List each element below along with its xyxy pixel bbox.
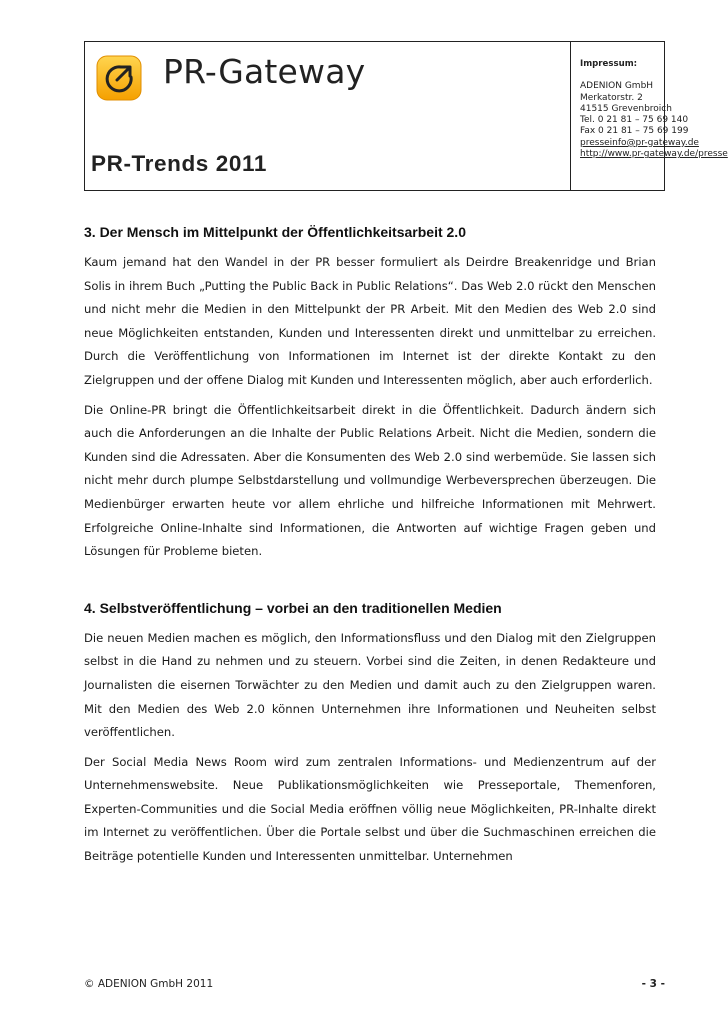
impressum-title: Impressum:: [580, 59, 638, 69]
impressum-email-link[interactable]: presseinfo@pr-gateway.de: [580, 137, 699, 148]
section-4-heading: 4. Selbstveröffentlichung – vorbei an den traditionellen Medien: [84, 599, 502, 616]
impressum-company: ADENION GmbH: [580, 81, 654, 92]
impressum-website-link[interactable]: http://www.pr-gateway.de/presse: [580, 149, 728, 160]
header-box: [84, 41, 728, 191]
section-3-paragraph-2: Die Online-PR bringt die Öffentlichkeitsarbeit direkt in die Öffentlichkeit. Dadurch ändern sich auch die Anforderungen an die Inhalte der Public Relations Arbeit. Nicht die Medien, sondern die Kunden sind die Adressaten. Aber die Konsumenten des Web 2.0 sind werbemüde. Sie lassen sich nicht mehr durch plumpe Selbstdarstellung und vollmundige Werbeversprechen überzeugen. Die Medienbürger erwarten heute vor allem ehrliche und hilfreiche Informationen mit Mehrwert. Erfolgreiche Online-Inhalte sind Informationen, die Antworten auf wichtige Fragen geben und Lösungen für Probleme bieten.: [84, 402, 656, 559]
impressum-fax: Fax 0 21 81 – 75 69 199: [580, 126, 689, 137]
header-divider: [570, 42, 571, 190]
main-content: [84, 224, 656, 875]
impressum-street: Merkatorstr. 2: [580, 92, 643, 103]
section-4-paragraph-1: Die neuen Medien machen es möglich, den Informationsfluss und den Dialog mit den Zielgruppen selbst in die Hand zu nehmen und zu steuern. Vorbei sind die Zeiten, in denen Redakteure und Journalisten die eisernen Torwächter zu den Medien und damit auch zu den Zielgruppen waren. Mit den Medien des Web 2.0 können Unternehmen ihre Informationen und Neuheiten selbst veröffentlichen.: [84, 630, 656, 740]
impressum-city: 41515 Grevenbroich: [580, 103, 672, 114]
footer-page-number: - 3 -: [641, 978, 665, 990]
footer-copyright: © ADENION GmbH 2011: [84, 978, 214, 990]
document-subtitle: PR-Trends 2011: [91, 151, 267, 176]
logo-text: PR-Gateway: [163, 52, 366, 91]
section-4-paragraph-2: Der Social Media News Room wird zum zentralen Informations- und Medienzentrum auf der Unternehmenswebsite. Neue Publikationsmöglichkeiten wie Presseportale, Themenforen, Experten-Communities und die Social Media eröffnen völlig neue Möglichkeiten, PR-Inhalte direkt im Internet zu veröffentlichen. Über die Portale selbst und über die Suchmaschinen erreichen die Beiträge potentielle Kunden und Interessenten unmittelbar. Unternehmen: [84, 754, 656, 864]
section-gap: [84, 570, 656, 600]
impressum-block: [580, 59, 728, 160]
section-3-paragraph-1: Kaum jemand hat den Wandel in der PR besser formuliert als Deirdre Breakenridge und Brian Solis in ihrem Buch „Putting the Public Back in Public Relations“. Das Web 2.0 rückt den Menschen und nicht mehr die Medien in den Mittelpunkt der PR Arbeit. Mit den Medien des Web 2.0 sind neue Möglichkeiten entstanden, Kunden und Interessenten direkt und unmittelbar zu erreichen. Durch die Veröffentlichung von Informationen im Internet ist der direkte Kontakt zu den Zielgruppen und der offene Dialog mit Kunden und Interessenten möglich, aber auch erforderlich.: [84, 255, 656, 387]
impressum-phone: Tel. 0 21 81 – 75 69 140: [580, 115, 689, 126]
section-3-heading: 3. Der Mensch im Mittelpunkt der Öffentlichkeitsarbeit 2.0: [84, 224, 466, 240]
arrow-up-right-circle-icon: [96, 55, 142, 101]
